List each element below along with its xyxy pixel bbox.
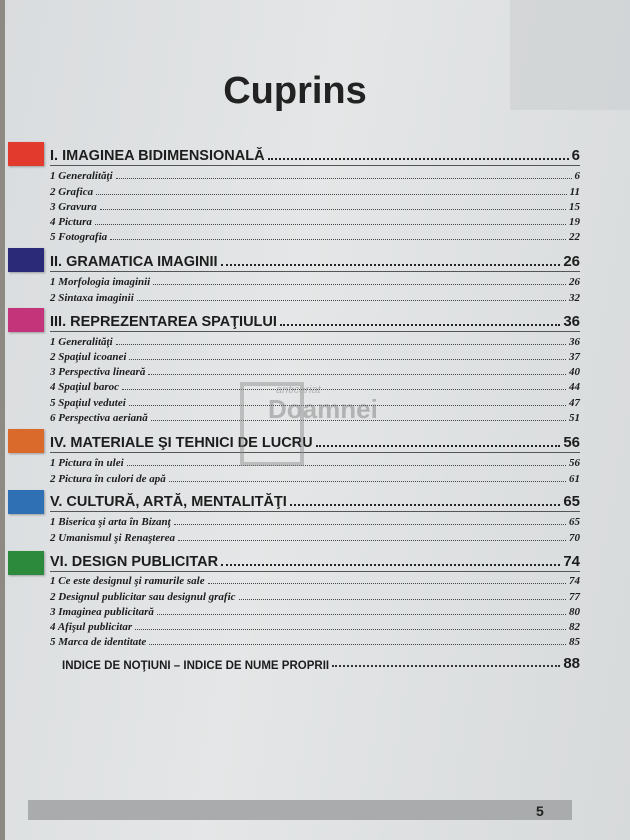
dot-leader — [316, 445, 561, 447]
toc-item[interactable] — [50, 589, 580, 603]
index-entry[interactable] — [62, 654, 580, 672]
dot-leader — [169, 481, 566, 482]
dot-leader — [280, 324, 560, 326]
page-number: 11 — [569, 186, 580, 198]
toc-item[interactable] — [50, 573, 580, 587]
toc-item[interactable] — [50, 168, 580, 182]
page-number: 65 — [563, 493, 580, 510]
page-number: 88 — [563, 655, 580, 672]
chapter-rule — [50, 331, 580, 332]
page-number: 26 — [563, 253, 580, 270]
item-title: 2 Sintaxa imaginii — [50, 292, 134, 304]
item-title: 2 Umanismul şi Renaşterea — [50, 532, 175, 544]
dot-leader — [174, 524, 566, 525]
item-title: 2 Designul publicitar sau designul grafic — [50, 591, 236, 603]
item-title: 3 Perspectiva lineară — [50, 366, 146, 378]
chapter-1-entry[interactable] — [50, 144, 580, 164]
page-number: 51 — [569, 412, 580, 424]
page-number: 36 — [563, 313, 580, 330]
chapter-title: V. CULTURĂ, ARTĂ, MENTALITĂŢI — [50, 494, 287, 510]
chapter-rule — [50, 452, 580, 453]
toc-item[interactable] — [50, 274, 580, 288]
dot-leader — [110, 239, 566, 240]
dot-leader — [96, 194, 567, 195]
page-number: 65 — [569, 516, 580, 528]
dot-leader — [239, 599, 566, 600]
toc-item[interactable] — [50, 514, 580, 528]
item-title: 1 Generalităţi — [50, 336, 113, 348]
toc-item[interactable] — [50, 184, 580, 198]
dot-leader — [137, 300, 566, 301]
item-title: 4 Spaţiul baroc — [50, 381, 120, 393]
page-number: 61 — [569, 473, 580, 485]
toc-item[interactable] — [50, 530, 580, 544]
dot-leader — [153, 284, 566, 285]
dot-leader — [100, 209, 566, 210]
chapter-1-color-marker — [8, 142, 44, 166]
watermark-big-text: Doamnei — [268, 394, 378, 424]
item-title: 4 Pictura — [50, 216, 92, 228]
page-number: 40 — [569, 366, 580, 378]
dot-leader — [116, 344, 566, 345]
item-title: 5 Spaţiul vedutei — [50, 397, 126, 409]
dot-leader — [95, 224, 566, 225]
item-title: 3 Gravura — [50, 201, 97, 213]
toc-item[interactable] — [50, 604, 580, 618]
page-number: 22 — [569, 231, 580, 243]
chapter-6-entry[interactable] — [50, 550, 580, 570]
toc-item[interactable] — [50, 364, 580, 378]
dot-leader — [135, 629, 566, 630]
dot-leader — [221, 264, 561, 266]
page-number: 44 — [569, 381, 580, 393]
item-title: 2 Spaţiul icoanei — [50, 351, 127, 363]
chapter-title: IV. MATERIALE ŞI TEHNICI DE LUCRU — [50, 435, 313, 451]
dot-leader — [221, 564, 560, 566]
toc-item[interactable] — [50, 455, 580, 469]
dot-leader — [148, 374, 566, 375]
dot-leader — [332, 665, 560, 667]
chapter-rule — [50, 271, 580, 272]
dot-leader — [149, 644, 566, 645]
toc-item[interactable] — [50, 349, 580, 363]
chapter-3-entry[interactable] — [50, 310, 580, 330]
chapter-5-entry[interactable] — [50, 490, 580, 510]
footer-page-number: 5 — [536, 803, 544, 819]
chapter-3-color-marker — [8, 308, 44, 332]
page-number: 26 — [569, 276, 580, 288]
page-number: 77 — [569, 591, 580, 603]
toc-item[interactable] — [50, 634, 580, 648]
page-number: 74 — [569, 575, 580, 587]
page-title: Cuprins — [223, 70, 367, 112]
chapter-4-entry[interactable] — [50, 431, 580, 451]
page-number: 6 — [574, 170, 580, 182]
dot-leader — [127, 465, 566, 466]
dot-leader — [157, 614, 566, 615]
page-number: 56 — [569, 457, 580, 469]
dot-leader — [208, 583, 566, 584]
chapter-rule — [50, 571, 580, 572]
page-number: 56 — [563, 434, 580, 451]
item-title: 5 Fotografia — [50, 231, 108, 243]
page-number: 15 — [569, 201, 580, 213]
page-number: 6 — [571, 147, 580, 164]
dot-leader — [122, 389, 566, 390]
page-number: 82 — [569, 621, 580, 633]
chapter-rule — [50, 165, 580, 166]
dot-leader — [129, 359, 566, 360]
item-title: 2 Pictura în culori de apă — [50, 473, 166, 485]
item-title: 5 Marca de identitate — [50, 636, 147, 648]
page-number: 85 — [569, 636, 580, 648]
dot-leader — [268, 158, 569, 160]
page-number: 74 — [563, 553, 580, 570]
chapter-2-entry[interactable] — [50, 250, 580, 270]
page-number: 36 — [569, 336, 580, 348]
dot-leader — [178, 540, 566, 541]
item-title: 1 Morfologia imaginii — [50, 276, 151, 288]
page-number: 70 — [569, 532, 580, 544]
chapter-title: VI. DESIGN PUBLICITAR — [50, 554, 219, 570]
item-title: 2 Grafica — [50, 186, 94, 198]
chapter-title: I. IMAGINEA BIDIMENSIONALĂ — [50, 148, 265, 164]
watermark-small-text: anticariat — [276, 384, 321, 396]
page-number: 37 — [569, 351, 580, 363]
toc-item[interactable] — [50, 290, 580, 304]
chapter-5-color-marker — [8, 490, 44, 514]
chapter-6-color-marker — [8, 551, 44, 575]
dot-leader — [116, 178, 572, 179]
chapter-4-color-marker — [8, 429, 44, 453]
page-number: 19 — [569, 216, 580, 228]
dot-leader — [290, 504, 560, 506]
page-number: 47 — [569, 397, 580, 409]
toc-item[interactable] — [50, 619, 580, 633]
toc-item[interactable] — [50, 214, 580, 228]
item-title: 3 Imaginea publicitară — [50, 606, 154, 618]
item-title: 6 Perspectiva aeriană — [50, 412, 148, 424]
page-edge-shadow — [0, 0, 5, 840]
page-number: 80 — [569, 606, 580, 618]
toc-item[interactable] — [50, 334, 580, 348]
chapter-rule — [50, 511, 580, 512]
item-title: 1 Biserica şi arta în Bizanţ — [50, 516, 171, 528]
chapter-title: III. REPREZENTAREA SPAŢIULUI — [50, 314, 277, 330]
toc-item[interactable] — [50, 471, 580, 485]
item-title: 1 Pictura în ulei — [50, 457, 124, 469]
footer-bar — [28, 800, 572, 820]
item-title: 4 Afişul publicitar — [50, 621, 133, 633]
chapter-2-color-marker — [8, 248, 44, 272]
toc-item[interactable] — [50, 229, 580, 243]
index-title: INDICE DE NOŢIUNI – INDICE DE NUME PROPRII — [62, 660, 330, 672]
page-number: 32 — [569, 292, 580, 304]
toc-item[interactable] — [50, 199, 580, 213]
chapter-title: II. GRAMATICA IMAGINII — [50, 254, 218, 270]
item-title: 1 Ce este designul şi ramurile sale — [50, 575, 205, 587]
item-title: 1 Generalităţi — [50, 170, 113, 182]
